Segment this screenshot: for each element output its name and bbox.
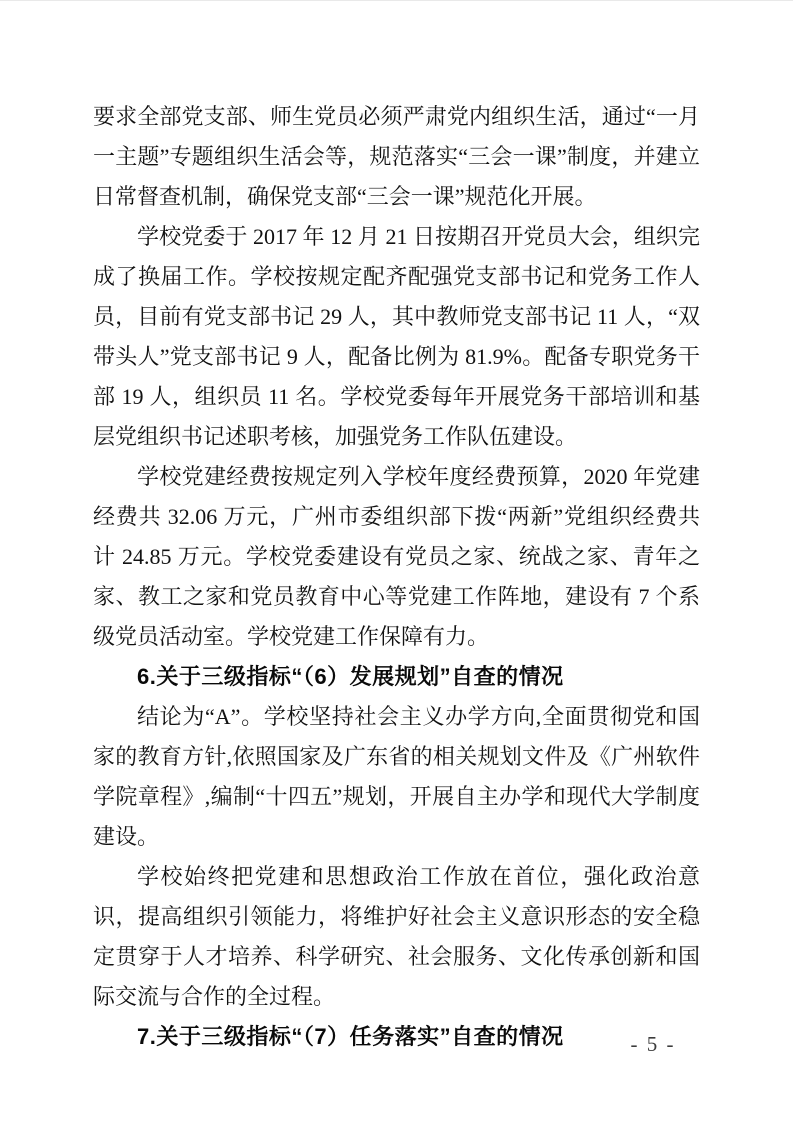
section-heading-indicator-7-task-implementation: 7.关于三级指标“（7）任务落实”自查的情况 <box>137 1024 564 1049</box>
paragraph-party-committee-election: 学校党委于 2017 年 12 月 21 日按期召开党员大会，组织完成了换届工作。学校按规定配齐配强党支部书记和党务工作人员，目前有党支部书记 29 人，其中教师党支部书记 11 人，“双带头人”党支部书记 9 人，配备比例为 81.9%。配备专职党务干部 19 人，组织员 11 名。学校党委每年开展党务干部培训和基层党组织书记述职考核，加强党务工作队伍建设。 <box>93 224 700 449</box>
page-number: - 5 - <box>630 1032 676 1056</box>
paragraph-ideology-security: 学校始终把党建和思想政治工作放在首位，强化政治意识，提高组织引领能力，将维护好社会主义意识形态的安全稳定贯穿于人才培养、科学研究、社会服务、文化传承创新和国际交流与合作的全过程。 <box>93 864 700 1009</box>
paragraph-party-building-funds: 学校党建经费按规定列入学校年度经费预算，2020 年党建经费共 32.06 万元，广州市委组织部下拨“两新”党组织经费共计 24.85 万元。学校党委建设有党员之家、统战之家、青年之家、教工之家和党员教育中心等党建工作阵地，建设有 7 个系级党员活动室。学校党建工作保障有力。 <box>93 464 700 649</box>
paragraph-conclusion-a-planning: 结论为“A”。学校坚持社会主义办学方向,全面贯彻党和国家的教育方针,依照国家及广东省的相关规划文件及《广州软件学院章程》,编制“十四五”规划，开展自主办学和现代大学制度建设。 <box>93 704 700 849</box>
document-body <box>93 1 700 1057</box>
section-heading-indicator-6-development-plan: 6.关于三级指标“（6）发展规划”自查的情况 <box>137 664 564 689</box>
paragraph-party-life-continuation: 要求全部党支部、师生党员必须严肃党内组织生活，通过“一月一主题”专题组织生活会等，规范落实“三会一课”制度，并建立日常督查机制，确保党支部“三会一课”规范化开展。 <box>93 104 700 209</box>
